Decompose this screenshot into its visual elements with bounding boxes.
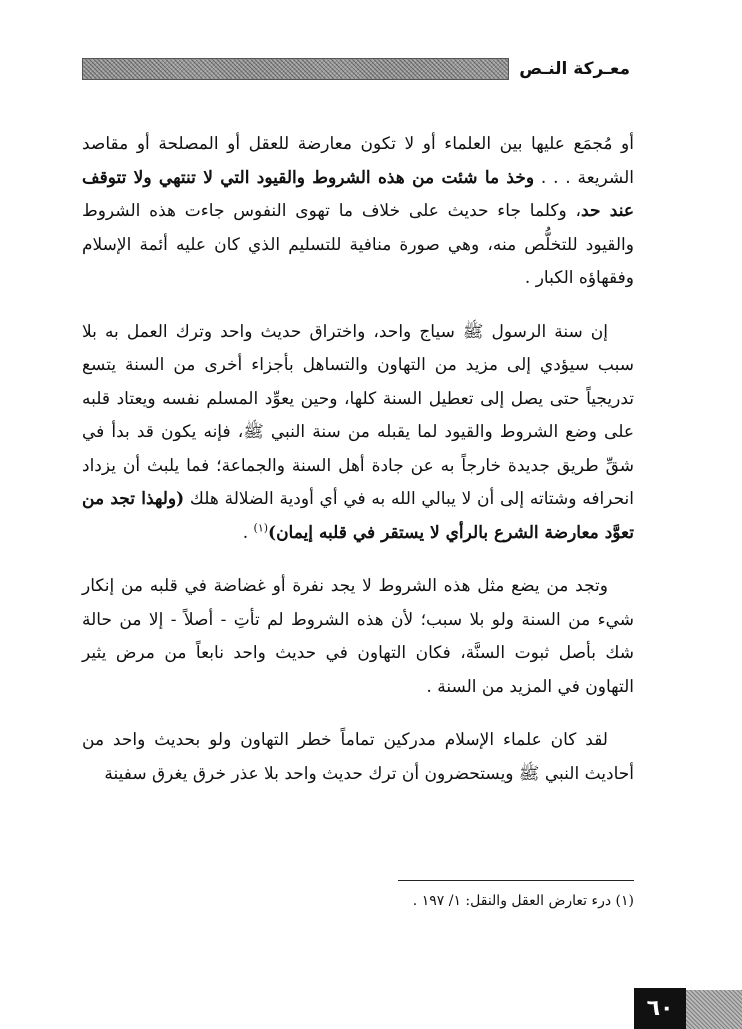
text-segment: وتجد من يضع مثل هذه الشروط لا يجد نفرة أو غضاضة في قلبه من إنكار شيء من السنة ولو بلا سبب؛ لأن هذه الشروط لم تأتِ - أصلاً - إلا من حالة شك بأصل ثبوت السنَّة، فكان التهاون في حديث واحد نابعاً من مرض يثير التهاون في المزيد من السنة . <box>82 576 634 697</box>
text-segment: ، وكلما جاء حديث على خلاف ما تهوى النفوس جاءت هذه الشروط والقيود للتخلُّص منه، وهي صورة منافية للتسليم الذي كان عليه أئمة الإسلام وفقهاؤه الكبار . <box>82 201 634 288</box>
paragraph-2 <box>82 316 634 551</box>
page-edge-strip <box>686 990 742 1029</box>
bold-text-segment: وخذ ما شئت من هذه الشروط والقيود التي لا تنتهي ولا تتوقف عند حد <box>82 167 634 221</box>
running-header-title: معـركة النـص <box>519 59 630 79</box>
footnote-divider <box>398 880 634 881</box>
bold-quote-segment: (ولهذا تجد من تعوَّد معارضة الشرع بالرأي لا يستقر في قلبه إيمان) <box>82 489 634 543</box>
footnote-1: (١) درء تعارض العقل والنقل: ١/ ١٩٧ . <box>412 893 634 909</box>
running-header <box>82 58 630 80</box>
running-header-band <box>82 58 509 80</box>
text-segment: إن سنة الرسول ﷺ سياج واحد، واختراق حديث واحد وترك العمل به بلا سبب سيؤدي إلى مزيد من التهاون والتساهل بأجزاء أخرى من السنة يتسع تدريجياً حتى يصل إلى تعطيل السنة كلها، وحين يعوِّد المسلم نفسه ويعتاد قلبه على وضع الشروط والقيود لما يقبله من سنة النبي ﷺ، فإنه يكون قد بدأ في شقِّ طريق جديدة خارجاً به عن جادة أهل السنة والجماعة؛ فما يلبث أن يزداد انحرافه وشتاته إلى أن لا يبالي الله به في أي أودية الضلالة هلك <box>82 321 634 509</box>
paragraph-4 <box>82 724 634 791</box>
page-number: ٦٠ <box>634 988 686 1029</box>
text-segment: . <box>242 522 254 543</box>
text-segment: لقد كان علماء الإسلام مدركين تماماً خطر التهاون ولو بحديث واحد من أحاديث النبي ﷺ ويستحضرون أن ترك حديث واحد بلا عذر خرق يغرق سفينة <box>82 730 634 784</box>
text-segment: أو مُجمَع عليها بين العلماء أو لا تكون معارضة للعقل أو المصلحة أو مقاصد الشريعة . . . <box>82 134 634 188</box>
footnote-reference[interactable]: (١) <box>253 520 269 534</box>
paragraph-1 <box>82 128 634 296</box>
body-text <box>82 128 634 811</box>
paragraph-3 <box>82 570 634 704</box>
